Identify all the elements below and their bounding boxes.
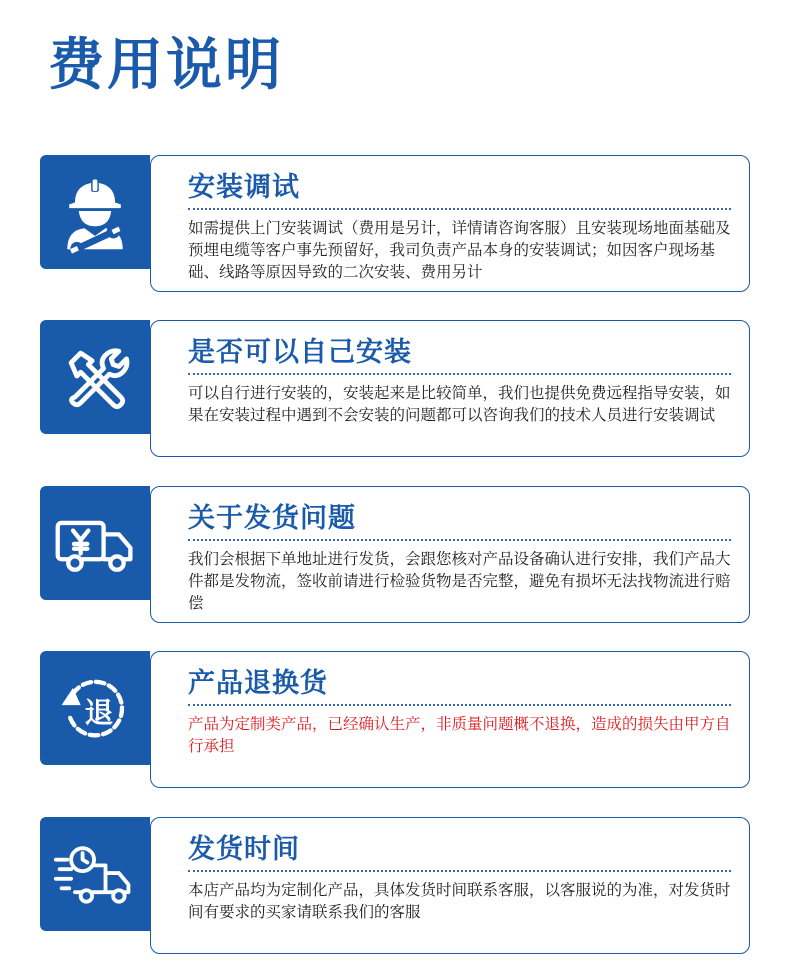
delivery-truck-yuan-icon	[40, 486, 150, 600]
section-body: 可以自行进行安装的，安装起来是比较简单，我们也提供免费远程指导安装，如果在安装过程中遇到不会安装的问题都可以咨询我们的技术人员进行安装调试	[188, 384, 731, 424]
installer-worker-icon	[40, 155, 150, 269]
section-card	[150, 817, 750, 954]
section-body-warning: 产品为定制类产品，已经确认生产，非质量问题概不退换，造成的损失由甲方自行承担	[188, 715, 731, 755]
fast-delivery-clock-icon	[40, 817, 150, 931]
dotted-divider	[188, 704, 731, 706]
section-title: 关于发货问题	[188, 503, 356, 534]
section-body: 我们会根据下单地址进行发货，会跟您核对产品设备确认进行安排，我们产品大件都是发物流，签收前请进行检验货物是否完整，避免有损坏无法找物流进行赔偿	[188, 550, 731, 612]
return-exchange-icon	[40, 651, 150, 765]
page-title: 费用说明	[48, 33, 284, 98]
dotted-divider	[188, 870, 731, 872]
section-card	[150, 155, 750, 292]
dotted-divider	[188, 373, 731, 375]
dotted-divider	[188, 539, 731, 541]
section-returns	[40, 651, 750, 788]
section-installation	[40, 155, 750, 292]
section-body: 本店产品均为定制化产品，具体发货时间联系客服，以客服说的为准，对发货时间有要求的买家请联系我们的客服	[188, 881, 731, 921]
dotted-divider	[188, 208, 731, 210]
section-self-install	[40, 320, 750, 457]
section-delivery-time	[40, 817, 750, 954]
section-shipping	[40, 486, 750, 623]
section-title: 发货时间	[188, 834, 300, 865]
section-card	[150, 320, 750, 457]
section-title: 产品退换货	[188, 668, 328, 699]
section-card	[150, 486, 750, 623]
section-card	[150, 651, 750, 788]
section-title: 是否可以自己安装	[188, 337, 412, 368]
section-title: 安装调试	[188, 172, 300, 203]
section-body: 如需提供上门安装调试（费用是另计，详情请咨询客服）且安装现场地面基础及预埋电缆等客户事先预留好，我司负责产品本身的安装调试；如因客户现场基础、线路等原因导致的二次安装、费用另计	[188, 219, 731, 281]
return-icon-glyph: 退	[84, 695, 114, 730]
hammer-wrench-icon	[40, 320, 150, 434]
